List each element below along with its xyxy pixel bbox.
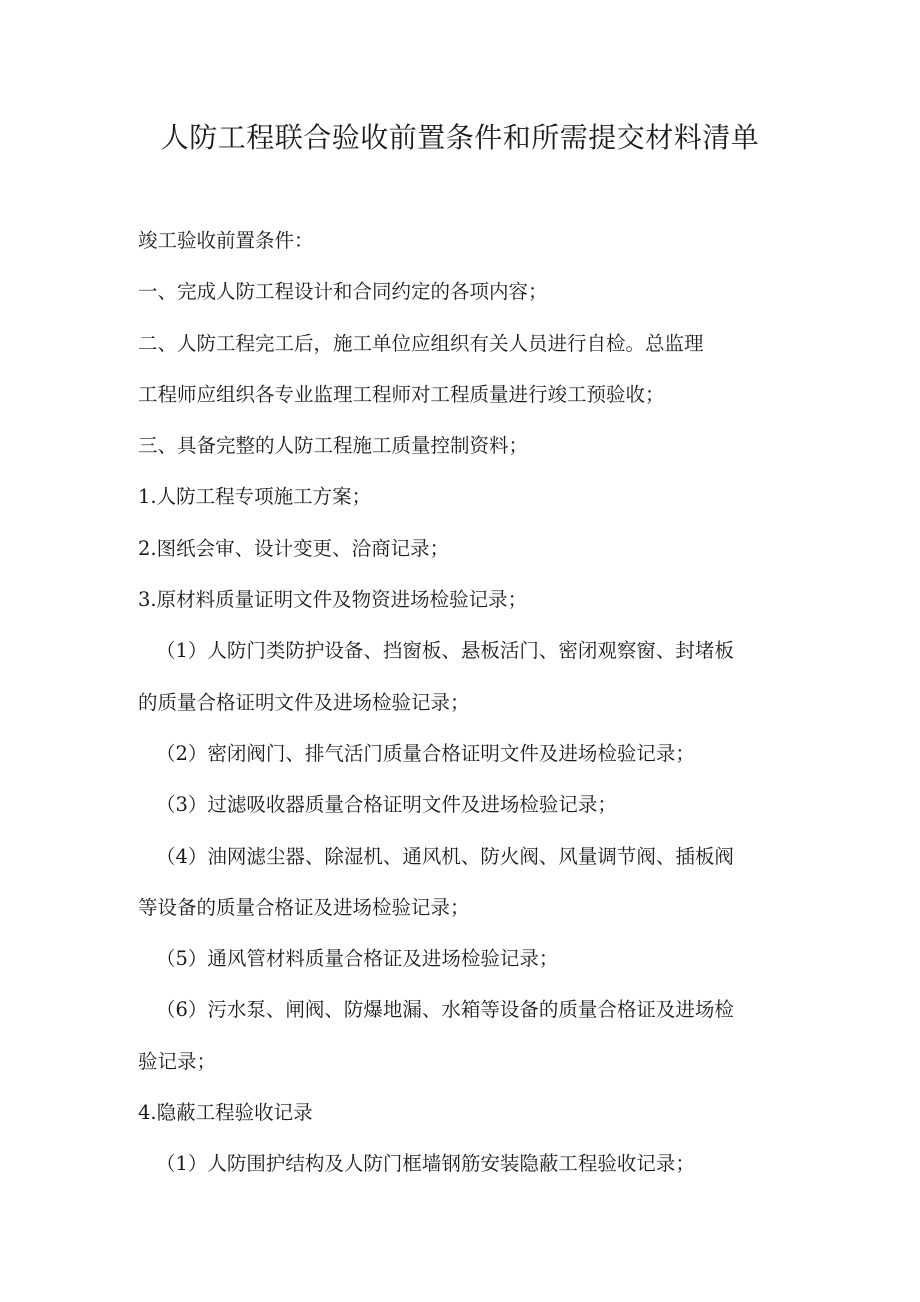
paragraph-line: 一、完成人防工程设计和合同约定的各项内容； <box>138 280 548 304</box>
paragraph-line: 二、人防工程完工后，施工单位应组织有关人员进行自检。总监理 <box>138 331 704 355</box>
document-body <box>138 222 778 1197</box>
sub-list-item: （1）人防围护结构及人防门框墙钢筋安装隐蔽工程验收记录； <box>156 1152 695 1176</box>
sub-list-item-continuation: 等设备的质量合格证及进场检验记录； <box>138 895 470 919</box>
section-heading: 竣工验收前置条件： <box>138 229 314 252</box>
list-item: 1.人防工程专项施工方案； <box>138 485 372 509</box>
sub-list-item: （6）污水泵、闸阀、防爆地漏、水箱等设备的质量合格证及进场检 <box>156 998 734 1022</box>
list-item: 3.原材料质量证明文件及物资进场检验记录； <box>138 588 528 612</box>
list-item: 2.图纸会审、设计变更、洽商记录； <box>138 536 450 560</box>
document-title: 人防工程联合验收前置条件和所需提交材料清单 <box>160 121 760 154</box>
sub-list-item: （2）密闭阀门、排气活门质量合格证明文件及进场检验记录； <box>156 741 695 765</box>
sub-list-item-continuation: 的质量合格证明文件及进场检验记录； <box>138 690 470 714</box>
sub-list-item: （4）油网滤尘器、除湿机、通风机、防火阀、风量调节阀、插板阀 <box>156 844 734 868</box>
sub-list-item: （3）过滤吸收器质量合格证明文件及进场检验记录； <box>156 793 617 817</box>
paragraph-line: 工程师应组织各专业监理工程师对工程质量进行竣工预验收； <box>138 382 665 406</box>
list-item: 4.隐蔽工程验收记录 <box>138 1101 313 1125</box>
sub-list-item-continuation: 验记录； <box>138 1049 217 1073</box>
paragraph-line: 三、具备完整的人防工程施工质量控制资料； <box>138 434 529 458</box>
sub-list-item: （1）人防门类防护设备、挡窗板、悬板活门、密闭观察窗、封堵板 <box>156 639 734 663</box>
sub-list-item: （5）通风管材料质量合格证及进场检验记录； <box>156 947 559 971</box>
